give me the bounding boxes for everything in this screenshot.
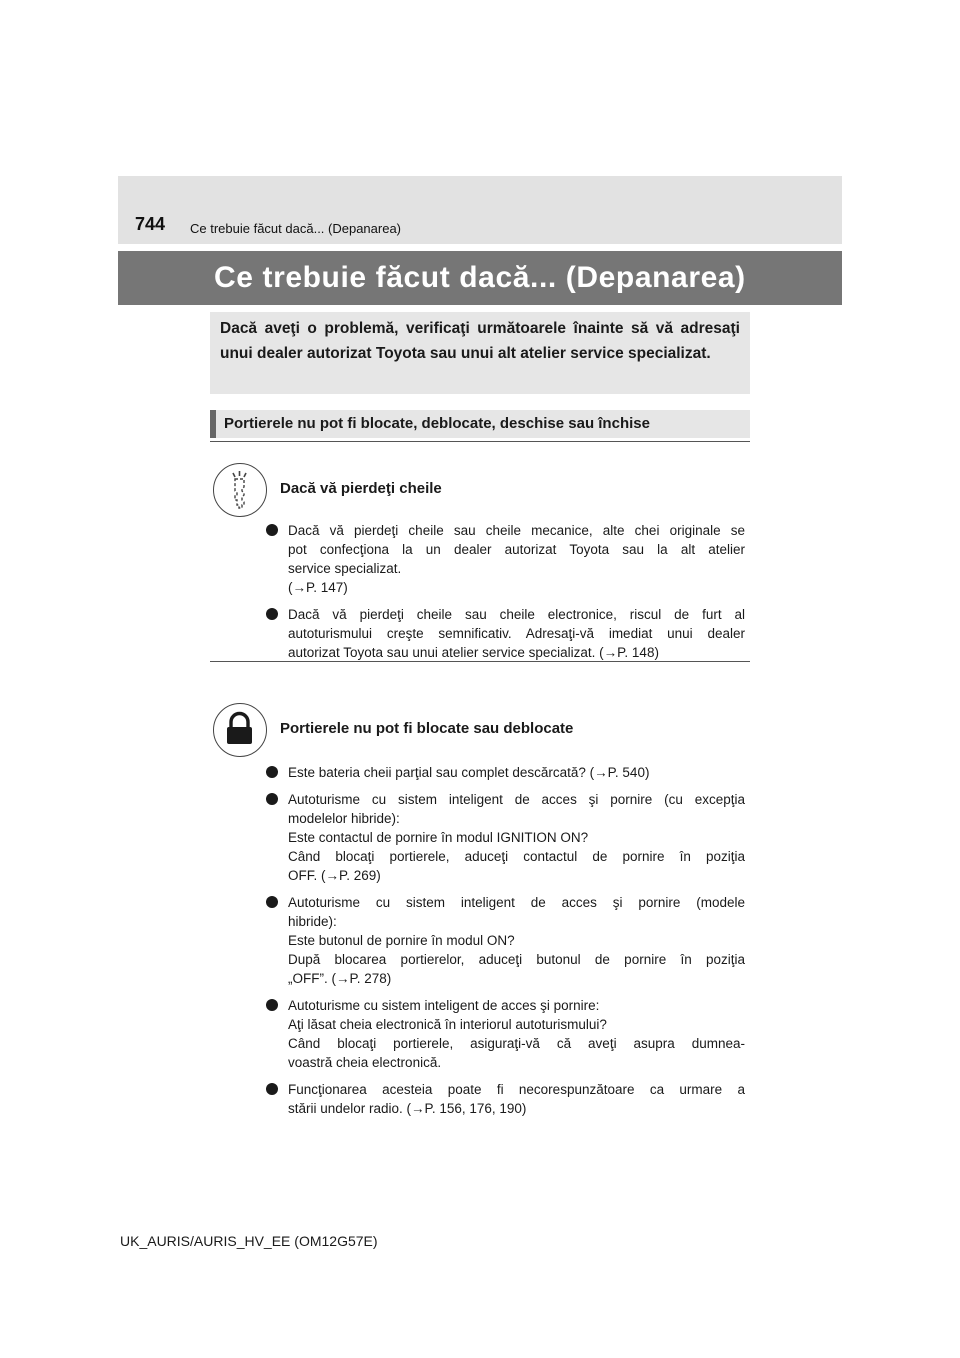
intro-text: Dacă aveţi o problemă, verificaţi următoarele înainte să vă adresaţi unui dealer autorizat Toyota sau unui alt atelier service specializat.: [220, 320, 740, 362]
footer-model-code: UK_AURIS/AURIS_HV_EE (OM12G57E): [120, 1233, 378, 1249]
padlock-icon: [213, 703, 267, 757]
subsection-divider: [210, 661, 750, 662]
list-item: [264, 763, 745, 782]
bullet-icon: [266, 766, 278, 778]
bullet-icon: [266, 793, 278, 805]
bullet-icon: [266, 1083, 278, 1095]
text-line: OFF. (→P. 269): [288, 868, 381, 883]
page-reference: (→P. 147): [288, 580, 348, 595]
subsection-title-lost-keys: Dacă vă pierdeţi cheile: [280, 480, 442, 497]
text-line: Este bateria cheii parţial sau complet descărcată? (→P. 540): [288, 765, 650, 780]
text-line: Autoturisme cu sistem inteligent de acces şi pornire (cu excepţia: [288, 792, 745, 807]
text-line: voastră cheia electronică.: [288, 1055, 442, 1070]
text-line: Autoturisme cu sistem inteligent de acces şi pornire (modele: [288, 895, 745, 910]
text-line: Funcţionarea acesteia poate fi necorespunzătoare ca urmare a: [288, 1082, 745, 1097]
text-line: pot confecţiona la un dealer autorizat Toyota sau la alt atelier: [288, 542, 745, 557]
text-line: service specializat.: [288, 561, 402, 576]
running-head: Ce trebuie făcut dacă... (Depanarea): [190, 221, 402, 236]
text-line: Autoturisme cu sistem inteligent de acces şi pornire:: [288, 998, 600, 1013]
list-item: [264, 521, 745, 597]
section-divider: [210, 441, 750, 442]
key-icon: [213, 463, 267, 517]
text-line: Când blocaţi portierele, asiguraţi-vă că aveţi asupra dumnea-: [288, 1036, 745, 1051]
text-line: autorizat Toyota sau unui atelier service specializat. (→P. 148): [288, 645, 659, 660]
text-line: Aţi lăsat cheia electronică în interiorul autoturismului?: [288, 1017, 607, 1032]
subsection-title-cannot-lock: Portierele nu pot fi blocate sau deblocate: [280, 720, 574, 737]
bullet-icon: [266, 896, 278, 908]
list-item: [264, 790, 745, 885]
text-line: După blocarea portierelor, aduceţi butonul de pornire în poziţia: [288, 952, 745, 967]
text-line: Când blocaţi portierele, aduceţi contactul de pornire în poziţia: [288, 849, 745, 864]
list-item: [264, 893, 745, 988]
list-item: [264, 996, 745, 1072]
text-line: Este contactul de pornire în modul IGNITION ON?: [288, 830, 589, 845]
bullet-icon: [266, 524, 278, 536]
bullet-list-lost-keys: [264, 521, 745, 670]
bullet-icon: [266, 999, 278, 1011]
text-line: stării undelor radio. (→P. 156, 176, 190): [288, 1101, 527, 1116]
text-line: „OFF”. (→P. 278): [288, 971, 392, 986]
bullet-list-cannot-lock: [264, 763, 745, 1126]
list-item: [264, 605, 745, 662]
text-line: hibride):: [288, 914, 337, 929]
page-number: 744: [135, 214, 166, 234]
text-line: Dacă vă pierdeţi cheile sau cheile mecanice, alte chei originale se: [288, 523, 745, 538]
section-heading: Portierele nu pot fi blocate, deblocate, deschise sau închise: [224, 415, 650, 432]
list-item: [264, 1080, 745, 1118]
text-line: modelelor hibride):: [288, 811, 400, 826]
bullet-icon: [266, 608, 278, 620]
text-line: Este butonul de pornire în modul ON?: [288, 933, 515, 948]
text-line: autoturismului creşte semnificativ. Adresaţi-vă imediat unui dealer: [288, 626, 745, 641]
page-title: Ce trebuie făcut dacă... (Depanarea): [214, 261, 746, 294]
text-line: Dacă vă pierdeţi cheile sau cheile electronice, riscul de furt al: [288, 607, 745, 622]
